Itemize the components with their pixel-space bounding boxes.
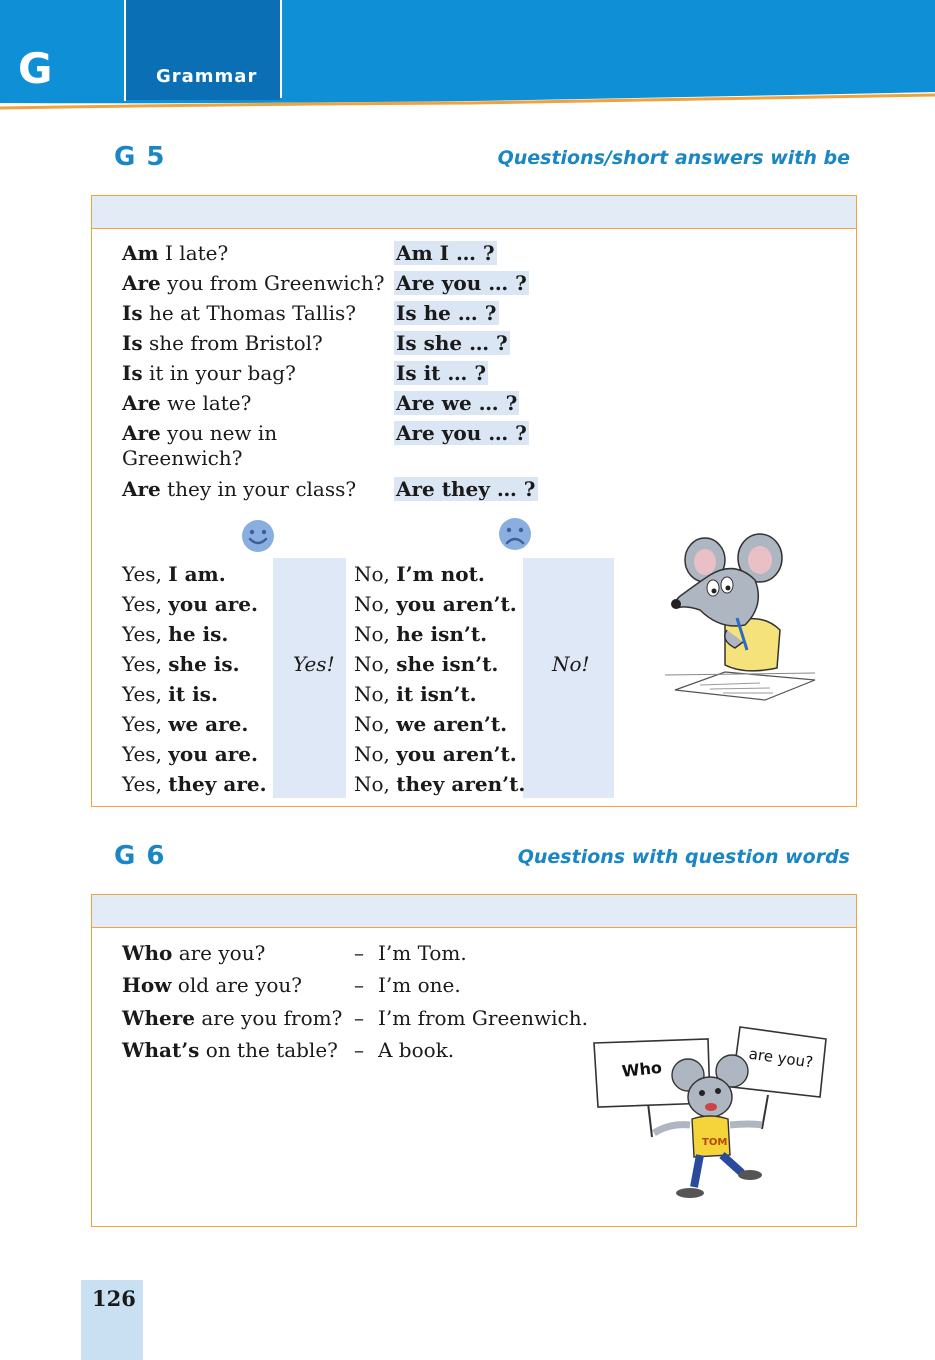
answer-prefix: No, — [354, 682, 397, 706]
answer-text: it isn’t. — [396, 682, 477, 706]
question-text: she from Bristol? — [142, 331, 323, 355]
question-text: are you from? — [195, 1006, 343, 1030]
happy-face-icon — [240, 518, 276, 554]
wh-answer — [354, 1038, 454, 1062]
question-pattern — [394, 271, 529, 295]
question-text: you new in — [160, 421, 278, 445]
answer-text: I’m from Greenwich. — [378, 1006, 588, 1030]
answer-prefix: Yes, — [122, 562, 169, 586]
no-answer — [354, 712, 507, 736]
answer-prefix: Yes, — [122, 622, 169, 646]
wh-question — [122, 941, 265, 965]
pattern-highlight: Is she … ? — [396, 331, 508, 355]
answer-prefix: No, — [354, 772, 397, 796]
answer-text: I am. — [168, 562, 226, 586]
question-pattern — [394, 361, 488, 385]
thinking-mouse-illustration — [665, 530, 825, 705]
question-text: he at Thomas Tallis? — [142, 301, 357, 325]
dash: – — [354, 941, 364, 965]
question-row-continued — [122, 446, 242, 470]
yes-answer — [122, 772, 267, 796]
dash: – — [354, 973, 364, 997]
yes-answer — [122, 592, 258, 616]
answer-text: you are. — [168, 742, 258, 766]
question-verb: Are — [122, 391, 161, 415]
no-answer — [354, 772, 525, 796]
answer-prefix: No, — [354, 742, 397, 766]
pattern-highlight: Are you … ? — [396, 421, 527, 445]
question-row — [122, 271, 384, 295]
question-verb: Am — [122, 241, 159, 265]
question-word: What’s — [122, 1038, 200, 1062]
yes-answer — [122, 652, 240, 676]
answer-prefix: Yes, — [122, 682, 169, 706]
g6-box-header-bar — [92, 895, 856, 928]
no-answer — [354, 652, 498, 676]
answer-text: they are. — [168, 772, 267, 796]
question-pattern — [394, 477, 538, 501]
wh-answer — [354, 941, 467, 965]
no-answer — [354, 682, 477, 706]
answer-text: you aren’t. — [396, 592, 517, 616]
question-text: I late? — [158, 241, 229, 265]
answer-text: you are. — [168, 592, 258, 616]
g5-box-header-bar — [92, 196, 856, 229]
page-header — [0, 0, 935, 112]
question-row — [122, 361, 296, 385]
yes-column-shade — [273, 558, 346, 798]
wh-question — [122, 1038, 338, 1062]
yes-label: Yes! — [293, 652, 335, 676]
yes-answer — [122, 622, 228, 646]
section-title-g5: Questions/short answers with be — [497, 147, 850, 169]
pattern-highlight: Am I … ? — [396, 241, 495, 265]
wh-answer — [354, 1006, 588, 1030]
wh-question — [122, 1006, 342, 1030]
question-text: are you? — [172, 941, 266, 965]
no-label: No! — [552, 652, 590, 676]
answer-prefix: No, — [354, 622, 397, 646]
question-row — [122, 477, 356, 501]
question-verb: Are — [122, 421, 161, 445]
question-text: Greenwich? — [122, 446, 243, 470]
pattern-highlight: Is it … ? — [396, 361, 487, 385]
dash: – — [354, 1038, 364, 1062]
answer-prefix: No, — [354, 712, 397, 736]
sign-left-text: Who — [620, 1057, 663, 1081]
question-word: Where — [122, 1006, 195, 1030]
wh-answer — [354, 973, 461, 997]
sad-face-icon — [497, 516, 533, 552]
chapter-letter: G — [18, 44, 53, 93]
answer-text: I’m Tom. — [378, 941, 467, 965]
answer-prefix: Yes, — [122, 712, 169, 736]
question-verb: Is — [122, 301, 143, 325]
question-text: they in your class? — [160, 477, 357, 501]
question-text: on the table? — [199, 1038, 338, 1062]
page-number: 126 — [92, 1286, 136, 1311]
question-verb: Is — [122, 331, 143, 355]
header-band — [0, 0, 935, 112]
question-row — [122, 421, 277, 445]
section-code-g6: G 6 — [114, 841, 166, 871]
yes-answer — [122, 562, 226, 586]
question-pattern — [394, 421, 529, 445]
answer-prefix: Yes, — [122, 742, 169, 766]
section-title-g6: Questions with question words — [517, 846, 850, 868]
no-answer — [354, 592, 517, 616]
shirt-text: TOM — [702, 1137, 728, 1148]
yes-answer — [122, 682, 218, 706]
question-text: old are you? — [171, 973, 303, 997]
sign-right-text: are you? — [747, 1044, 815, 1072]
chapter-title: Grammar — [156, 66, 258, 87]
section-code-g5: G 5 — [114, 142, 166, 172]
answer-text: A book. — [378, 1038, 455, 1062]
yes-answer — [122, 712, 248, 736]
question-row — [122, 301, 356, 325]
answer-text: you aren’t. — [396, 742, 517, 766]
question-verb: Are — [122, 477, 161, 501]
question-pattern — [394, 301, 499, 325]
question-verb: Is — [122, 361, 143, 385]
question-pattern — [394, 391, 519, 415]
question-verb: Are — [122, 271, 161, 295]
question-pattern — [394, 331, 510, 355]
pattern-highlight: Are they … ? — [396, 477, 536, 501]
no-answer — [354, 562, 485, 586]
answer-text: we aren’t. — [396, 712, 508, 736]
answer-text: it is. — [168, 682, 218, 706]
answer-prefix: Yes, — [122, 772, 169, 796]
page-number-tab — [81, 1280, 143, 1360]
answer-text: we are. — [168, 712, 249, 736]
question-row — [122, 331, 323, 355]
answer-prefix: No, — [354, 592, 397, 616]
question-pattern — [394, 241, 497, 265]
pattern-highlight: Are you … ? — [396, 271, 527, 295]
question-word: Who — [122, 941, 173, 965]
no-answer — [354, 742, 517, 766]
no-answer — [354, 622, 487, 646]
question-text: we late? — [160, 391, 252, 415]
mouse-with-signs-illustration — [590, 1025, 830, 1203]
no-column-shade — [523, 558, 614, 798]
question-row — [122, 391, 251, 415]
answer-text: I’m not. — [396, 562, 485, 586]
answer-text: he is. — [168, 622, 229, 646]
answer-text: they aren’t. — [396, 772, 526, 796]
answer-prefix: Yes, — [122, 592, 169, 616]
yes-answer — [122, 742, 258, 766]
dash: – — [354, 1006, 364, 1030]
question-row — [122, 241, 228, 265]
question-word: How — [122, 973, 172, 997]
question-text: it in your bag? — [142, 361, 296, 385]
answer-text: I’m one. — [378, 973, 461, 997]
answer-text: she isn’t. — [396, 652, 499, 676]
wh-question — [122, 973, 302, 997]
pattern-highlight: Is he … ? — [396, 301, 497, 325]
question-text: you from Greenwich? — [160, 271, 385, 295]
answer-prefix: No, — [354, 562, 397, 586]
answer-text: he isn’t. — [396, 622, 488, 646]
pattern-highlight: Are we … ? — [396, 391, 518, 415]
answer-prefix: Yes, — [122, 652, 169, 676]
answer-text: she is. — [168, 652, 240, 676]
answer-prefix: No, — [354, 652, 397, 676]
